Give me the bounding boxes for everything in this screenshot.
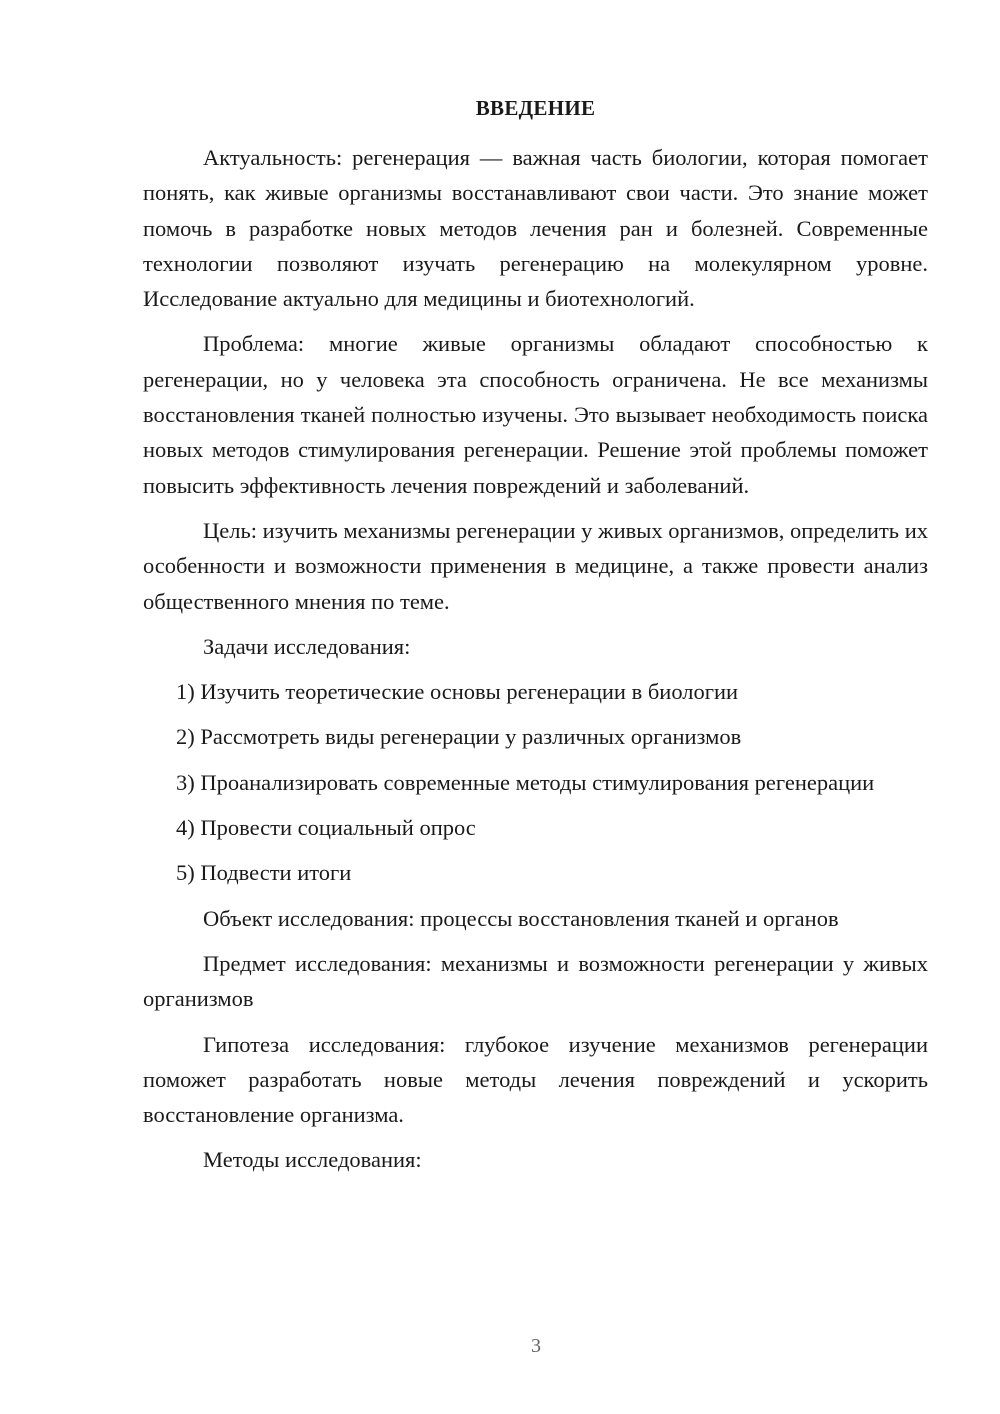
tasks-heading: Задачи исследования: bbox=[203, 633, 411, 659]
task-item-2: 2) Рассмотреть виды регенерации у различных организмов bbox=[176, 724, 742, 750]
relevance-paragraph: Актуальность: регенерация — важная часть биологии, которая помогает понять, как живые организмы восстанавливают свои части. Это знание может помочь в разработке новых методов лечения ран и болезней. Современные технологии позволяют изучать регенерацию на молекулярном уровне. Исследование актуально для медицины и биотехнологий. bbox=[143, 145, 928, 312]
problem-paragraph: Проблема: многие живые организмы обладают способностью к регенерации, но у человека эта способность ограничена. Не все механизмы восстановления тканей полностью изучены. Это вызывает необходимость поиска новых методов стимулирования регенерации. Решение этой проблемы поможет повысить эффективность лечения повреждений и заболеваний. bbox=[143, 331, 928, 498]
task-item-5: 5) Подвести итоги bbox=[176, 860, 352, 886]
subject-paragraph: Предмет исследования: механизмы и возможности регенерации у живых организмов bbox=[143, 950, 928, 1012]
task-item-4: 4) Провести социальный опрос bbox=[176, 815, 476, 841]
page-content bbox=[143, 94, 928, 1188]
goal-paragraph: Цель: изучить механизмы регенерации у живых организмов, определить их особенности и возможности применения в медицине, а также провести анализ общественного мнения по теме. bbox=[143, 517, 928, 614]
task-item-3: 3) Проанализировать современные методы стимулирования регенерации bbox=[176, 769, 875, 795]
methods-heading: Методы исследования: bbox=[203, 1147, 422, 1173]
task-item-1: 1) Изучить теоретические основы регенерации в биологии bbox=[176, 679, 739, 705]
page-number: 3 bbox=[531, 1335, 541, 1357]
object-paragraph: Объект исследования: процессы восстановления тканей и органов bbox=[203, 905, 839, 931]
hypothesis-paragraph: Гипотеза исследования: глубокое изучение механизмов регенерации поможет разработать новые методы лечения повреждений и ускорить восстановление организма. bbox=[143, 1031, 928, 1128]
section-title: ВВЕДЕНИЕ bbox=[475, 96, 596, 120]
